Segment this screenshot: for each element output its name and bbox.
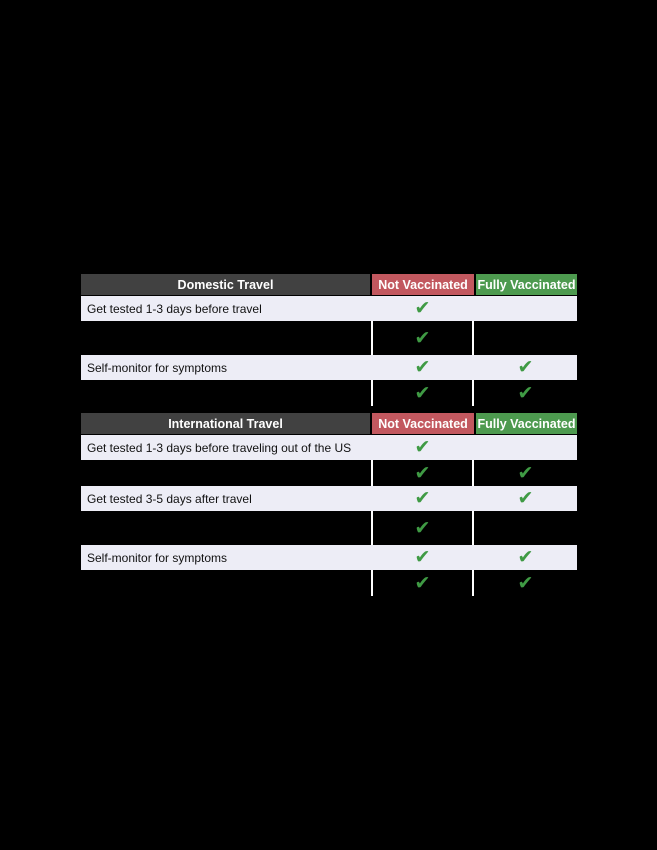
checkmark-icon: ✔ [414, 381, 431, 404]
not-vaccinated-cell [371, 545, 474, 570]
checkmark-icon: ✔ [517, 487, 534, 509]
checkmark-icon: ✔ [414, 487, 431, 509]
row-label [81, 380, 371, 406]
domestic-header-row [81, 274, 577, 295]
domestic-travel-heading: Domestic Travel [81, 274, 370, 295]
fully-vaccinated-cell [474, 570, 577, 596]
checkmark-icon: ✔ [414, 571, 431, 594]
checkmark-icon: ✔ [414, 326, 431, 349]
table-row [81, 460, 577, 486]
fully-vaccinated-cell [474, 321, 577, 355]
table-row [81, 321, 577, 355]
row-label [81, 511, 371, 545]
checkmark-icon: ✔ [517, 461, 534, 484]
checkmark-icon: ✔ [517, 571, 534, 594]
checkmark-icon: ✔ [517, 381, 534, 404]
not-vaccinated-heading: Not Vaccinated [372, 274, 474, 295]
not-vaccinated-cell [371, 486, 474, 511]
row-label: Get tested 3-5 days after travel [87, 491, 252, 506]
fully-vaccinated-heading: Fully Vaccinated [476, 274, 577, 295]
fully-vaccinated-cell [474, 355, 577, 380]
not-vaccinated-cell [371, 435, 474, 460]
not-vaccinated-cell [371, 570, 474, 596]
row-label: Self-monitor for symptoms [87, 360, 228, 375]
row-label [81, 570, 371, 596]
fully-vaccinated-cell [474, 380, 577, 406]
fully-vaccinated-cell [474, 511, 577, 545]
fully-vaccinated-cell [474, 486, 577, 511]
table-row [81, 486, 577, 511]
fully-vaccinated-cell [474, 296, 577, 321]
table-row [81, 296, 577, 321]
checkmark-icon: ✔ [414, 546, 431, 568]
fully-vaccinated-heading: Fully Vaccinated [476, 413, 577, 434]
table-row [81, 545, 577, 570]
international-travel-table [81, 413, 577, 596]
row-label: Get tested 1-3 days before travel [87, 301, 262, 316]
fully-vaccinated-cell [474, 545, 577, 570]
table-row [81, 511, 577, 545]
checkmark-icon: ✔ [414, 516, 431, 539]
domestic-travel-table [81, 274, 577, 406]
row-label [81, 321, 371, 355]
table-row [81, 570, 577, 596]
not-vaccinated-heading: Not Vaccinated [372, 413, 474, 434]
table-row [81, 380, 577, 406]
checkmark-icon: ✔ [414, 297, 431, 319]
international-travel-heading: International Travel [81, 413, 370, 434]
checkmark-icon: ✔ [517, 546, 534, 568]
table-row [81, 435, 577, 460]
checkmark-icon: ✔ [414, 356, 431, 378]
row-label: Self-monitor for symptoms [87, 550, 228, 565]
checkmark-icon: ✔ [414, 461, 431, 484]
checkmark-icon: ✔ [517, 356, 534, 378]
not-vaccinated-cell [371, 296, 474, 321]
row-label: Get tested 1-3 days before traveling out of the US [87, 440, 352, 455]
not-vaccinated-cell [371, 321, 474, 355]
checkmark-icon: ✔ [414, 436, 431, 458]
not-vaccinated-cell [371, 380, 474, 406]
international-header-row [81, 413, 577, 434]
fully-vaccinated-cell [474, 460, 577, 486]
not-vaccinated-cell [371, 355, 474, 380]
table-row [81, 355, 577, 380]
fully-vaccinated-cell [474, 435, 577, 460]
row-label [81, 460, 371, 486]
not-vaccinated-cell [371, 460, 474, 486]
not-vaccinated-cell [371, 511, 474, 545]
